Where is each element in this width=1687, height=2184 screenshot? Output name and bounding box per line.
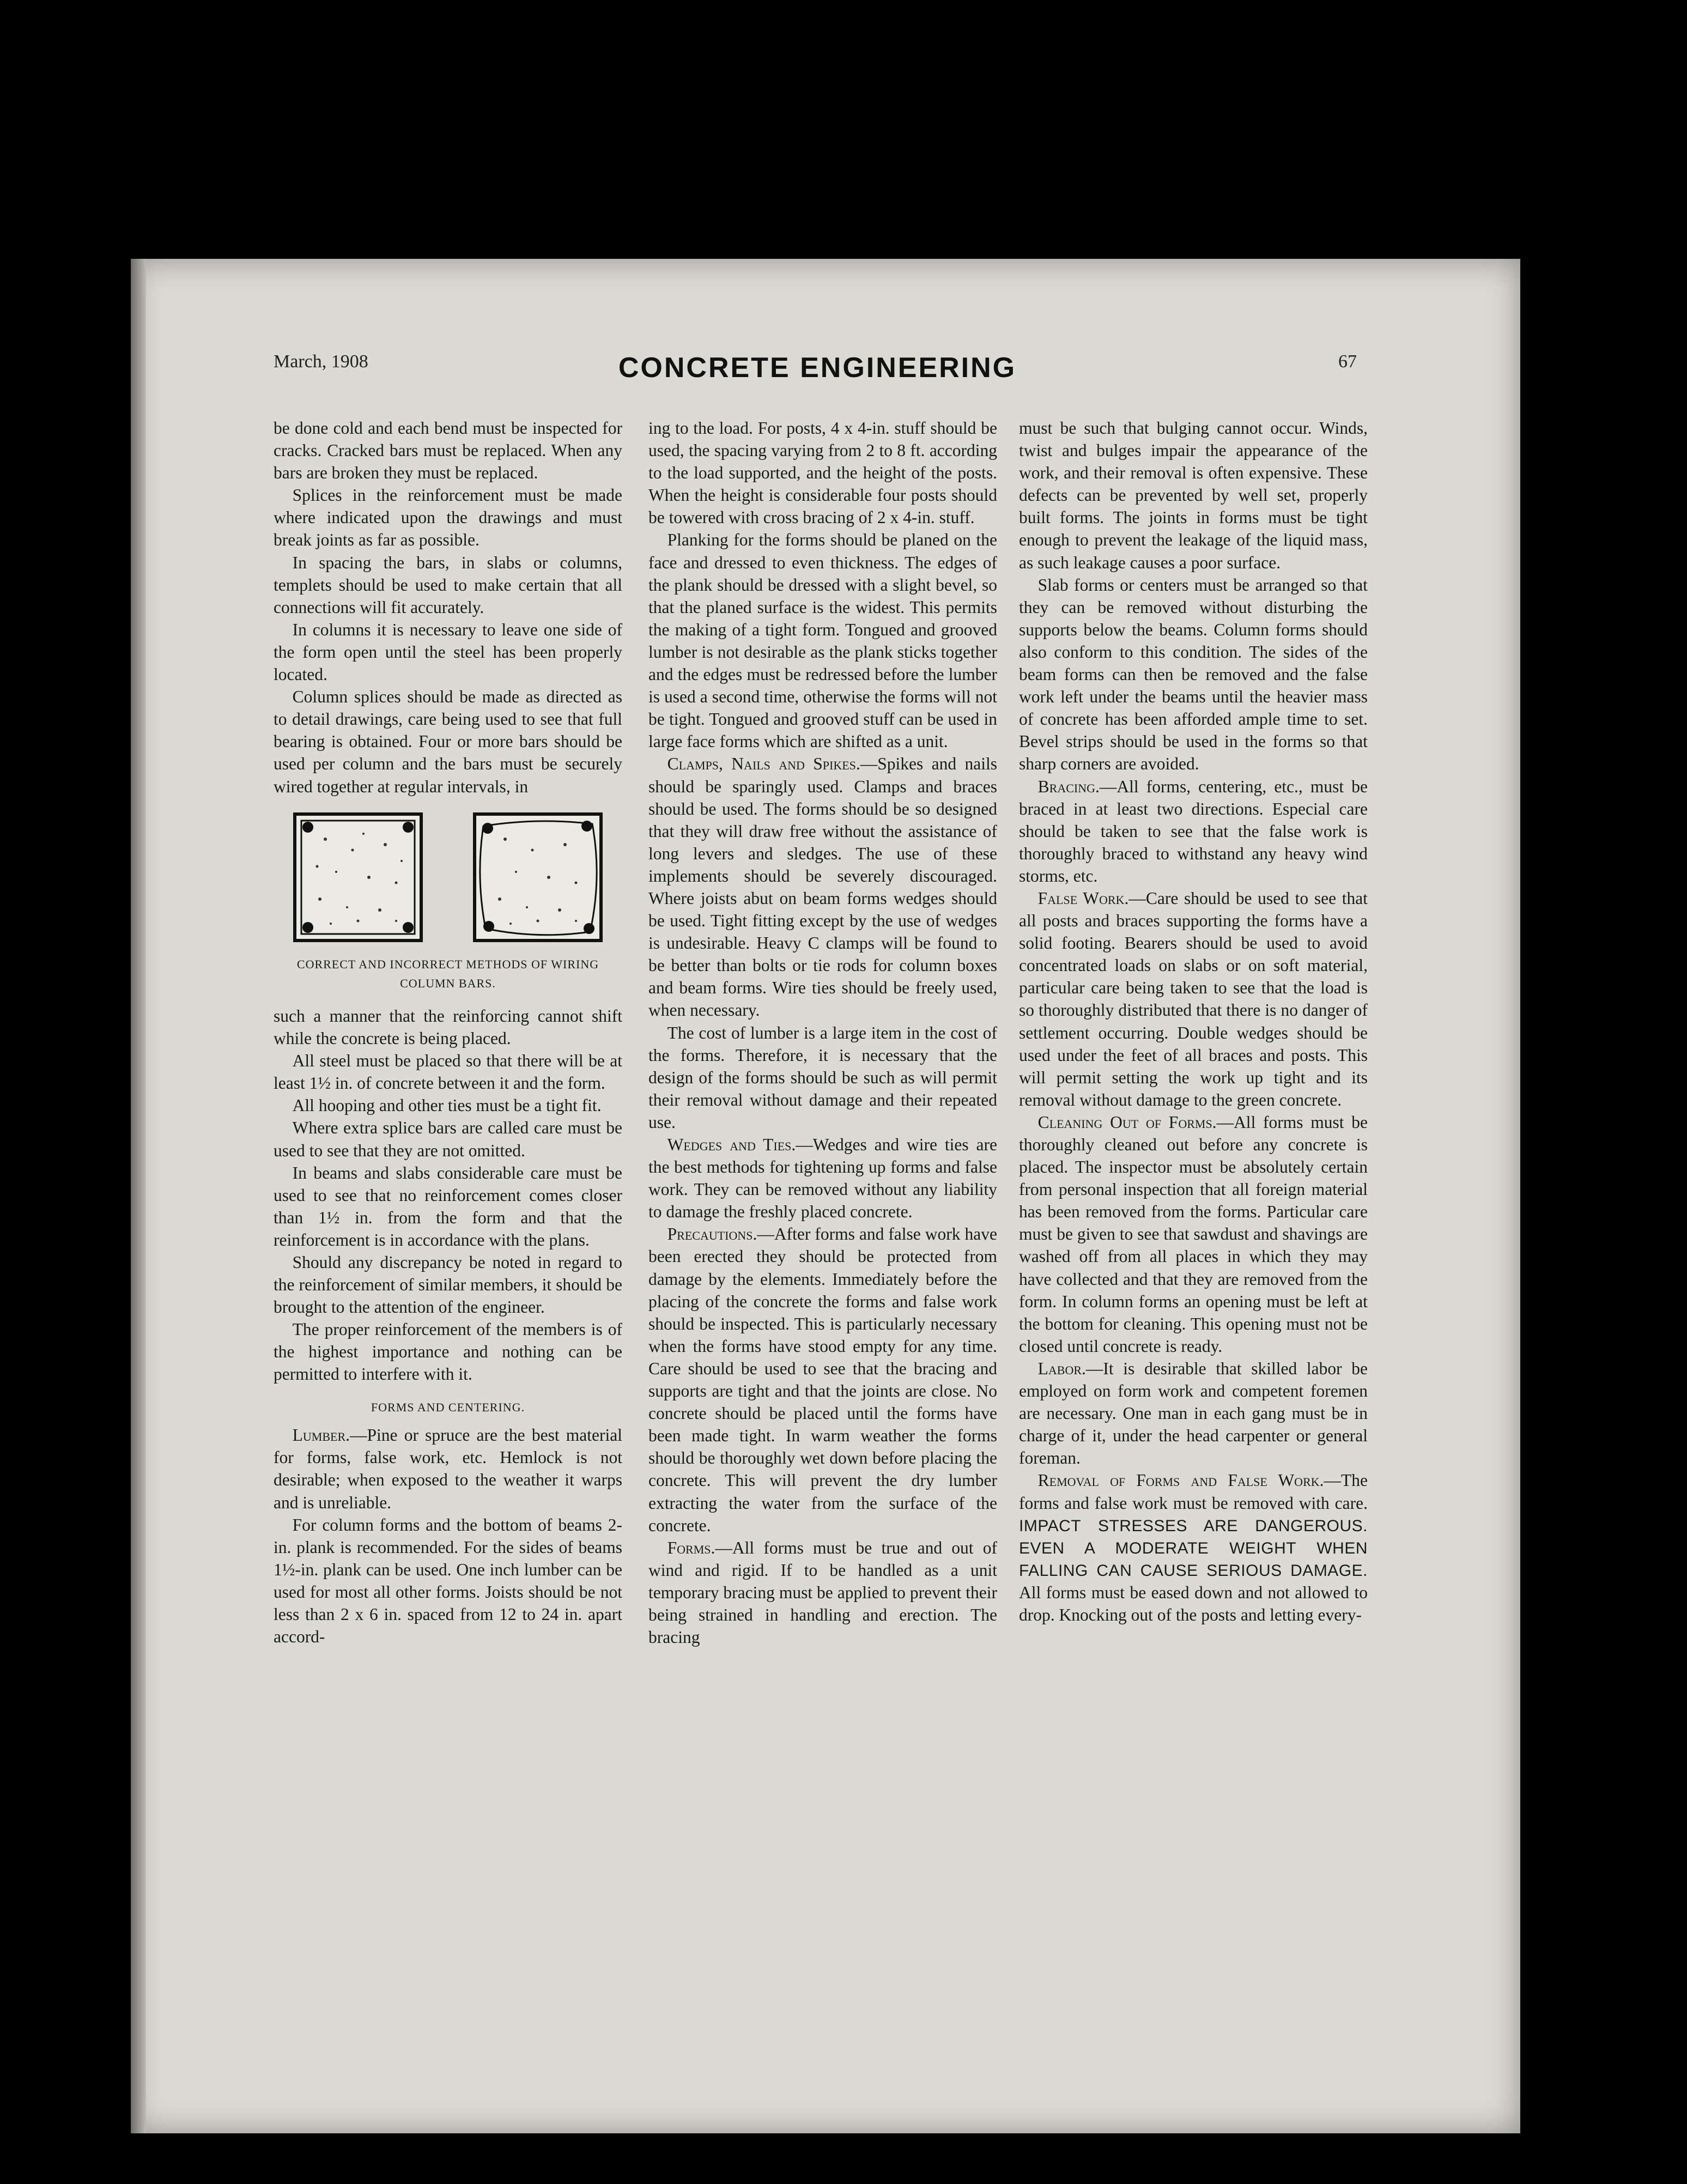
figure-caption: CORRECT AND INCORRECT METHODS OF WIRING COLUMN BARS.: [296, 957, 599, 990]
paragraph: The proper reinforcement of the members is of the highest importance and nothing can be permitted to interfere with it.: [274, 1320, 622, 1384]
paragraph: ing to the load. For posts, 4 x 4-in. stuff should be used, the spacing varying from 2 to 8 ft. according to the load supported, and the height of the posts. When the height is considerable four posts should be towered with cross bracing of 2 x 4-in. stuff.: [648, 418, 997, 527]
paragraph: [1019, 1111, 1368, 1357]
run-in-heading: Clamps, Nails and Spikes.: [667, 754, 860, 774]
paragraph: such a manner that the reinforcing cannot shift while the concrete is being placed.: [274, 1006, 622, 1048]
run-in-heading: Forms.: [667, 1538, 715, 1557]
paragraph-text: —Wedges and wire ties are the best methods for tightening up forms and false work. They can be removed without any liability to damage the freshly placed concrete.: [648, 1135, 997, 1222]
paragraph: [648, 753, 997, 1021]
paragraph: Planking for the forms should be planed on the face and dressed to even thickness. The edges of the plank should be dressed with a slight bevel, so that the planed surface is the widest. This permits the making of a tight form. Tongued and grooved lumber is not desirable as the plank sticks together and the edges must be redressed before the lumber is used a second time, otherwise the forms will not be tight. Tongued and grooved stuff can be used in large face forms which are shifted as a unit.: [648, 530, 997, 751]
issue-date: March, 1908: [274, 351, 368, 372]
run-in-heading: Cleaning Out of Forms.: [1037, 1112, 1217, 1132]
paragraph: In spacing the bars, in slabs or columns, templets should be used to make certain that all connections will fit accurately.: [274, 553, 622, 617]
run-in-heading: False Work.: [1037, 888, 1129, 908]
paragraph: Splices in the reinforcement must be made where indicated upon the drawings and must break joints as far as possible.: [274, 486, 622, 550]
paragraph: [1019, 775, 1368, 887]
page-number: 67: [1338, 351, 1357, 372]
paragraph: For column forms and the bottom of beams 2-in. plank is recommended. For the sides of beams 1½-in. plank can be used. One inch lumber can be used for most all other forms. Joists should be not less than 2 x 6 in. spaced from 12 to 24 in. apart accord-: [274, 1515, 622, 1647]
paragraph-text: —All forms must be true and out of wind and rigid. If to be handled as a unit temporary bracing must be applied to prevent their being strained in handling and erection. The bracing: [648, 1538, 997, 1647]
paragraph: Should any discrepancy be noted in regard to the reinforcement of similar members, it should be brought to the attention of the engineer.: [274, 1253, 622, 1317]
paragraph: Slab forms or centers must be arranged so that they can be removed without disturbing the supports below the beams. Column forms should also conform to this condition. The sides of the beam forms can then be removed and the false work left under the beams until the heavier mass of concrete has been afforded ample time to set. Bevel strips should be used in the forms so that sharp corners are avoided.: [1019, 575, 1368, 774]
paragraph: [1019, 1357, 1368, 1469]
paragraph-text: —Care should be used to see that all posts and braces supporting the forms have a solid footing. Bearers should be used to avoid concentrated loads on slabs or on soft material, particular care being taken to see that the load is so thoroughly distributed that there is no danger of settlement occurring. Double wedges should be used under the feet of all braces and posts. This will permit setting the work up tight and its removal without damage to the green concrete.: [1019, 888, 1368, 1109]
paragraph-text: —It is desirable that skilled labor be employed on form work and competent foremen are necessary. One man in each gang must be in charge of it, under the head carpenter or general foreman.: [1019, 1358, 1368, 1468]
run-in-heading: Removal of Forms and False Work.: [1037, 1471, 1324, 1490]
paragraph: must be such that bulging cannot occur. Winds, twist and bulges impair the appearance of the work, and their removal is often expensive. These defects can be prevented by well set, properly built forms. The joints in forms must be tight enough to prevent the leakage of the liquid mass, as such leakage causes a poor surface.: [1019, 418, 1368, 572]
paragraph-text: —Pine or spruce are the best material for forms, false work, etc. Hemlock is not desirable; when exposed to the weather it warps and is unreliable.: [274, 1425, 622, 1512]
paragraph: All hooping and other ties must be a tight fit.: [292, 1096, 602, 1115]
column-bars-figure: [274, 812, 622, 993]
incorrect-wiring-diagram: [472, 812, 603, 943]
paragraph-text: —All forms must be thoroughly cleaned out before any concrete is placed. The inspector must be absolutely certain from personal inspection that all foreign material has been removed from the forms. Particular care must be given to see that sawdust and shavings are washed off from all places in which they may have collected and that they are removed from the form. In column forms an opening must be left at the bottom for cleaning. This opening must not be closed until concrete is ready.: [1019, 1112, 1368, 1356]
paragraph: Where extra splice bars are called care must be used to see that they are not omitted.: [274, 1118, 622, 1160]
paragraph: [1019, 1469, 1368, 1626]
paragraph: In beams and slabs considerable care must be used to see that no reinforcement comes closer than 1½ in. from the form and that the reinforcement is in accordance with the plans.: [274, 1163, 622, 1249]
paragraph-text: —The forms and false work must be removed with care.: [1019, 1471, 1368, 1513]
paragraph-text: —All forms, centering, etc., must be braced in at least two directions. Especial care should be taken to see that the false work is thoroughly braced to withstand any heavy wind storms, etc.: [1019, 776, 1368, 885]
paragraph: [648, 1223, 997, 1536]
paragraph-text: —After forms and false work have been erected they should be protected from damage by the elements. Immediately before the placing of the concrete the forms and false work should be inspected. This is particularly necessary when the forms have stood empty for any time. Care should be used to see that the bracing and supports are tight and that the joints are close. No concrete should be placed until the forms have been made tight. In warm weather the forms should be thoroughly wet down before placing the concrete. This will prevent the dry lumber extracting the water from the surface of the concrete.: [648, 1224, 997, 1535]
paragraph: All steel must be placed so that there will be at least 1½ in. of concrete between it and the form.: [274, 1051, 622, 1093]
paragraph: [274, 1424, 622, 1513]
paragraph: The cost of lumber is a large item in the cost of the forms. Therefore, it is necessary that the design of the forms should be such as will permit their removal without damage and their repeated use.: [648, 1023, 997, 1132]
text-column-3: [1019, 417, 1368, 2062]
paragraph-text: —Spikes and nails should be sparingly used. Clamps and braces should be used. The forms should be so designed that they will draw free without the assistance of long levers and sledges. The use of these implements should be severely discouraged. Where joists abut on beam forms wedges should be used. Tight fitting except by the use of wedges is undesirable. Heavy C clamps will be found to be better than bolts or tie rods for column boxes and beam forms. Wire ties should be freely used, when necessary.: [648, 754, 997, 1020]
section-heading: FORMS AND CENTERING.: [371, 1400, 525, 1414]
run-in-heading: Bracing.: [1037, 776, 1100, 796]
paragraph: be done cold and each bend must be inspected for cracks. Cracked bars must be replaced. When any bars are broken they must be replaced.: [274, 418, 622, 483]
run-in-heading: Precautions.: [667, 1224, 757, 1244]
correct-wiring-diagram: [293, 812, 423, 943]
paragraph: [648, 1537, 997, 1648]
paragraph: Column splices should be made as directed as to detail drawings, care being used to see that full bearing is obtained. Four or more bars should be used per column and the bars must be securely wired together at regular intervals, in: [274, 687, 622, 796]
emphasis-caps: IMPACT STRESSES ARE DANGEROUS. EVEN A MODERATE WEIGHT WHEN FALLING CAN CAUSE SERIOUS DAMAGE.: [1019, 1516, 1368, 1580]
journal-title: CONCRETE ENGINEERING: [618, 352, 1017, 384]
text-column-2: [648, 417, 997, 2062]
paragraph: In columns it is necessary to leave one side of the form open until the steel has been properly located.: [274, 620, 622, 684]
journal-page: [131, 259, 1520, 2133]
paragraph: [1019, 887, 1368, 1111]
run-in-heading: Wedges and Ties.: [667, 1135, 796, 1154]
run-in-heading: Lumber.: [292, 1425, 350, 1445]
text-column-1: [274, 417, 622, 2062]
paragraph-text: All forms must be eased down and not allowed to drop. Knocking out of the posts and letting every-: [1019, 1583, 1368, 1625]
paragraph: [648, 1133, 997, 1223]
page-binding-edge: [131, 259, 146, 2133]
run-in-heading: Labor.: [1037, 1358, 1086, 1378]
